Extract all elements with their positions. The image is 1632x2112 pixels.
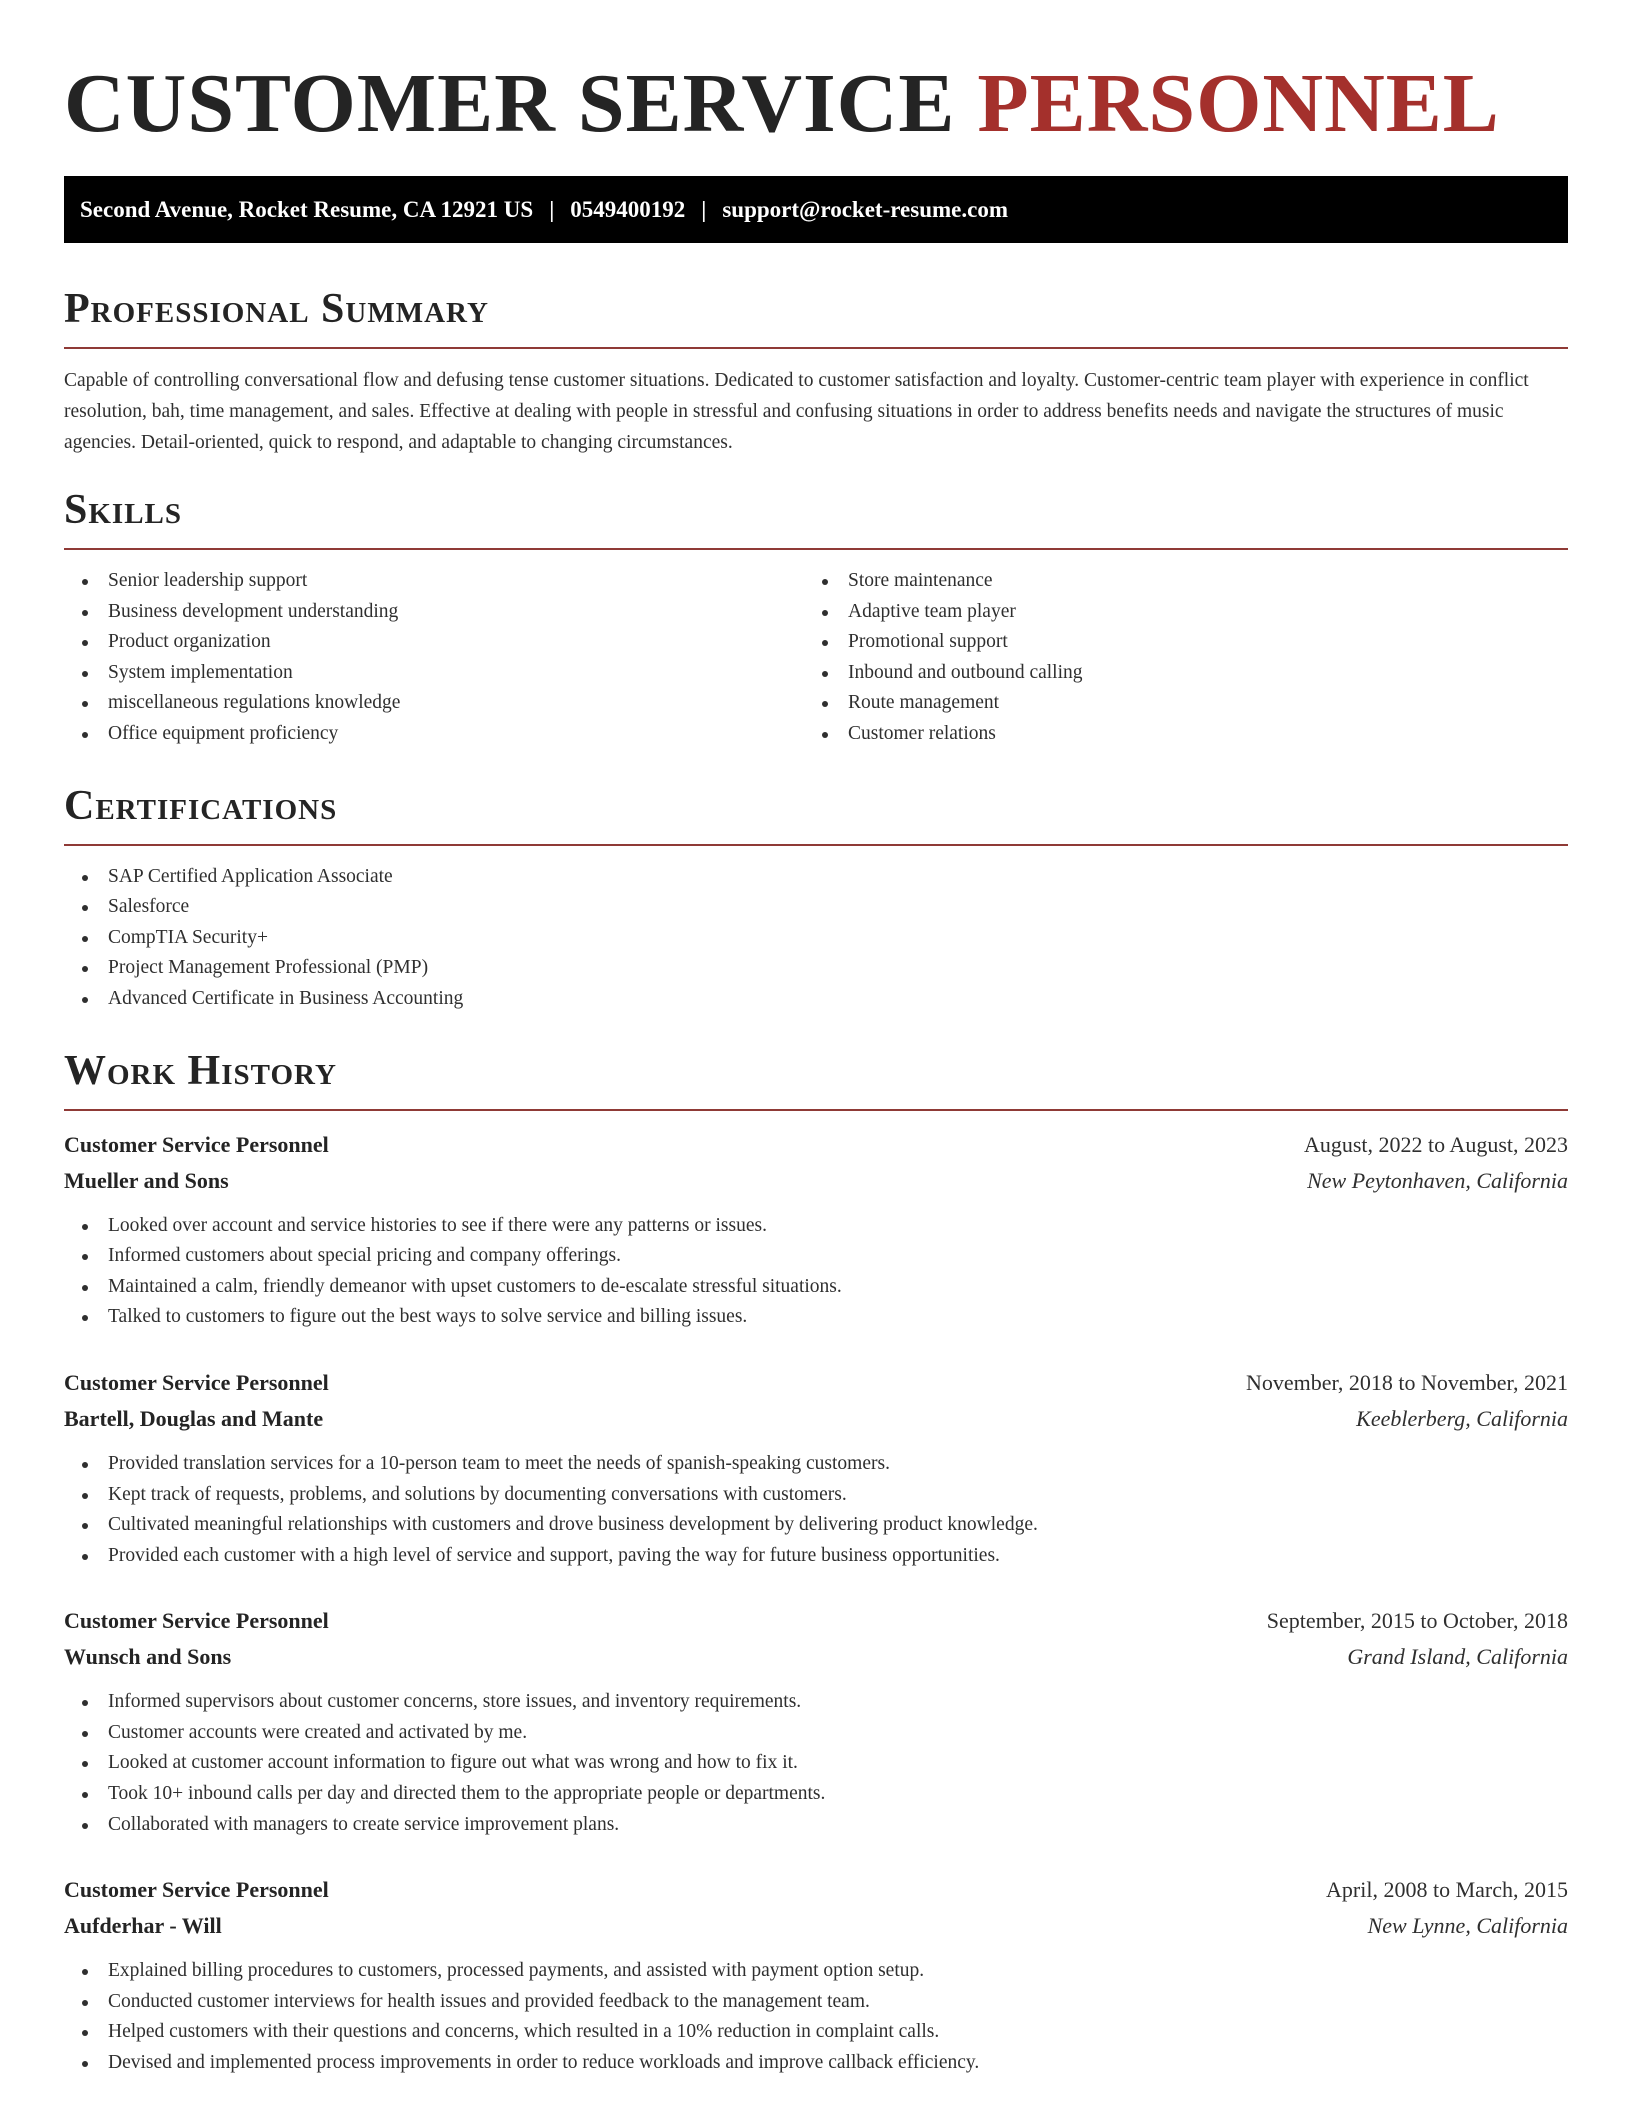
summary-text: Capable of controlling conversational flow and defusing tense customer situations. Dedicated to customer satisfaction and loyalty. Customer-centric team player with experience in conflict resolution, bah, time management, and sales. Effective at dealing with people in stressful and confusing situations in order to address benefits needs and navigate the structures of music agencies. Detail-oriented, quick to respond, and adaptable to changing circumstances. [64,370,1529,453]
job-location: New Peytonhaven, California [1307,1167,1568,1193]
job-bullet: Provided translation services for a 10-person team to meet the needs of spanish-speaking customers. [64,1449,1568,1480]
contact-phone: 0549400192 [570,196,686,222]
section-divider [64,1109,1568,1111]
skill-item: Promotional support [804,627,1544,658]
job-location: New Lynne, California [1367,1913,1568,1939]
job-title: Customer Service Personnel [64,1131,329,1157]
skill-item: miscellaneous regulations knowledge [64,688,804,719]
job-header-row [64,1365,1568,1401]
contact-address: Second Avenue, Rocket Resume, CA 12921 US [80,196,534,222]
contact-bar [64,176,1568,243]
job-title: Customer Service Personnel [64,1877,329,1903]
certification-item: Salesforce [64,892,1568,923]
job-location: Grand Island, California [1347,1644,1568,1670]
certifications-list [64,862,1568,1015]
job-company-row [64,1908,1568,1944]
work-history-heading: Work History [64,1047,337,1094]
job-header-row [64,1603,1568,1639]
job-bullet: Helped customers with their questions and concerns, which resulted in a 10% reduction in complaint calls. [64,2017,1568,2048]
skill-item: Product organization [64,627,804,658]
certifications-heading: Certifications [64,782,338,829]
section-divider [64,347,1568,349]
skill-item: Senior leadership support [64,566,804,597]
job-company-row [64,1639,1568,1675]
job-entry [64,1127,1568,1333]
skills-column-left [64,566,804,750]
job-bullet: Looked at customer account information to figure out what was wrong and how to fix it. [64,1748,1568,1779]
skills-heading: Skills [64,487,183,533]
skills-list-right [804,566,1544,750]
skills-section [64,484,1568,750]
skills-grid [64,566,1568,750]
job-bullet: Kept track of requests, problems, and solutions by documenting conversations with customers. [64,1480,1568,1511]
job-bullets [64,1211,1568,1333]
job-bullet: Collaborated with managers to create service improvement plans. [64,1810,1568,1841]
job-entry [64,1365,1568,1571]
name-accent: PERSONNEL [977,57,1500,150]
skills-list-left [64,566,804,750]
job-bullet: Cultivated meaningful relationships with customers and drove business development by delivering product knowledge. [64,1510,1568,1541]
job-bullets [64,1687,1568,1840]
section-divider [64,844,1568,846]
job-title: Customer Service Personnel [64,1369,329,1395]
job-bullet: Maintained a calm, friendly demeanor with upset customers to de-escalate stressful situations. [64,1272,1568,1303]
work-history-section [64,1045,1568,2079]
job-bullet: Informed customers about special pricing and company offerings. [64,1241,1568,1272]
certification-item: Project Management Professional (PMP) [64,953,1568,984]
job-header-row [64,1127,1568,1163]
job-bullet: Took 10+ inbound calls per day and directed them to the appropriate people or departments. [64,1779,1568,1810]
skill-item: Inbound and outbound calling [804,658,1544,689]
contact-separator: | [701,196,707,222]
skill-item: Business development understanding [64,597,804,628]
job-bullet: Provided each customer with a high level of service and support, paving the way for future business opportunities. [64,1541,1568,1572]
skills-column-right [804,566,1544,750]
resume-page [64,0,1568,2079]
job-bullet: Customer accounts were created and activated by me. [64,1718,1568,1749]
job-dates: August, 2022 to August, 2023 [1303,1131,1568,1157]
job-company: Bartell, Douglas and Mante [64,1405,324,1431]
skill-item: Store maintenance [804,566,1544,597]
job-title: Customer Service Personnel [64,1608,329,1634]
skill-item: System implementation [64,658,804,689]
name-primary: CUSTOMER SERVICE [64,57,956,150]
job-company: Mueller and Sons [64,1167,229,1193]
job-location: Keeblerberg, California [1356,1405,1568,1431]
job-dates: April, 2008 to March, 2015 [1326,1877,1568,1903]
summary-section [64,283,1568,458]
job-entry [64,1872,1568,2078]
job-bullet: Devised and implemented process improvements in order to reduce workloads and improve callback efficiency. [64,2048,1568,2079]
job-company-row [64,1163,1568,1199]
job-bullets [64,1449,1568,1571]
section-divider [64,548,1568,550]
job-bullet: Talked to customers to figure out the best ways to solve service and billing issues. [64,1302,1568,1333]
job-entry [64,1603,1568,1840]
job-company: Aufderhar - Will [64,1913,222,1939]
job-company-row [64,1401,1568,1437]
job-bullets [64,1956,1568,2078]
certifications-section [64,780,1568,1015]
job-dates: September, 2015 to October, 2018 [1266,1608,1568,1634]
skill-item: Adaptive team player [804,597,1544,628]
certification-item: SAP Certified Application Associate [64,862,1568,893]
summary-heading: Professional Summary [64,286,489,332]
skill-item: Office equipment proficiency [64,719,804,750]
job-bullet: Explained billing procedures to customers, processed payments, and assisted with payment option setup. [64,1956,1568,1987]
contact-email: support@rocket-resume.com [722,196,1008,222]
job-bullet: Conducted customer interviews for health issues and provided feedback to the management team. [64,1987,1568,2018]
skill-item: Customer relations [804,719,1544,750]
skill-item: Route management [804,688,1544,719]
certification-item: CompTIA Security+ [64,923,1568,954]
certification-item: Advanced Certificate in Business Accounting [64,984,1568,1015]
job-company: Wunsch and Sons [64,1644,232,1670]
resume-name [64,0,1568,154]
job-header-row [64,1872,1568,1908]
job-bullet: Looked over account and service histories to see if there were any patterns or issues. [64,1211,1568,1242]
job-bullet: Informed supervisors about customer concerns, store issues, and inventory requirements. [64,1687,1568,1718]
job-dates: November, 2018 to November, 2021 [1245,1369,1568,1395]
contact-separator: | [549,196,555,222]
